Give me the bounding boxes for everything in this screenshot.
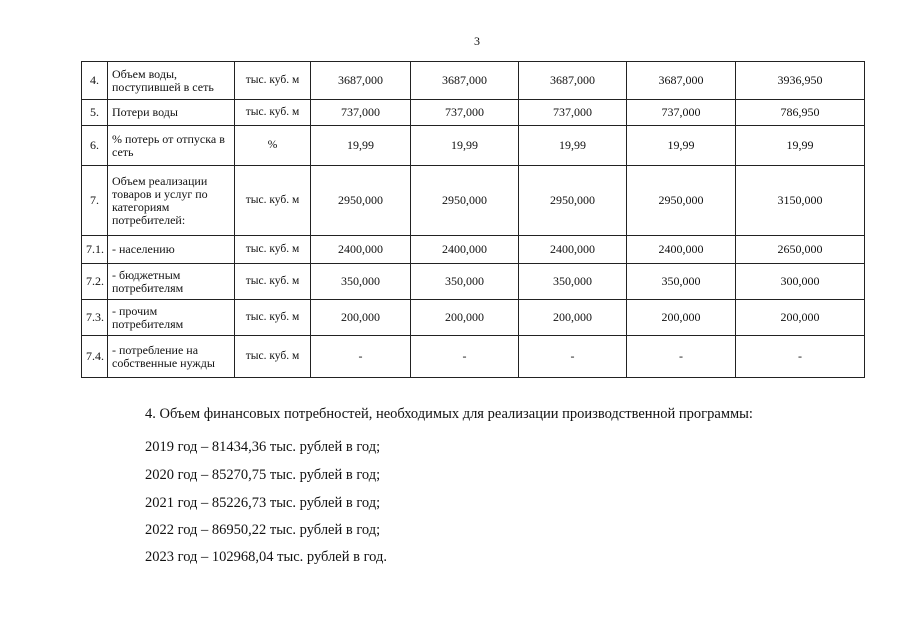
value-cell: 200,000	[519, 300, 627, 336]
row-number-cell: 7.	[82, 166, 108, 236]
value-cell: 2950,000	[311, 166, 411, 236]
unit-cell: тыс. куб. м	[235, 300, 311, 336]
value-cell: 3687,000	[519, 62, 627, 100]
indicator-name-cell: Объем реализации товаров и услуг по категориям потребителей:	[108, 166, 235, 236]
value-cell: 19,99	[519, 126, 627, 166]
value-cell: 2950,000	[519, 166, 627, 236]
indicator-name-cell: - населению	[108, 236, 235, 264]
value-cell: 200,000	[736, 300, 865, 336]
year-line-2022: 2022 год – 86950,22 тыс. рублей в год;	[145, 522, 381, 538]
value-cell: -	[627, 336, 736, 378]
unit-cell: тыс. куб. м	[235, 264, 311, 300]
value-cell: 19,99	[627, 126, 736, 166]
unit-cell: тыс. куб. м	[235, 62, 311, 100]
value-cell: 786,950	[736, 100, 865, 126]
year-line-2021: 2021 год – 85226,73 тыс. рублей в год;	[145, 495, 381, 511]
row-number-cell: 7.1.	[82, 236, 108, 264]
unit-cell: тыс. куб. м	[235, 100, 311, 126]
value-cell: 3150,000	[736, 166, 865, 236]
unit-cell: тыс. куб. м	[235, 336, 311, 378]
value-cell: 19,99	[736, 126, 865, 166]
value-cell: -	[411, 336, 519, 378]
indicator-name-cell: % потерь от отпуска в сеть	[108, 126, 235, 166]
value-cell: 737,000	[311, 100, 411, 126]
value-cell: 19,99	[411, 126, 519, 166]
indicator-name-cell: - прочим потребителям	[108, 300, 235, 336]
value-cell: 3936,950	[736, 62, 865, 100]
row-number-cell: 5.	[82, 100, 108, 126]
unit-cell: %	[235, 126, 311, 166]
value-cell: 3687,000	[627, 62, 736, 100]
value-cell: 200,000	[311, 300, 411, 336]
value-cell: 2650,000	[736, 236, 865, 264]
year-line-2020: 2020 год – 85270,75 тыс. рублей в год;	[145, 467, 381, 483]
value-cell: 3687,000	[311, 62, 411, 100]
value-cell: 3687,000	[411, 62, 519, 100]
value-cell: 737,000	[627, 100, 736, 126]
year-line-2023: 2023 год – 102968,04 тыс. рублей в год.	[145, 549, 388, 565]
unit-cell: тыс. куб. м	[235, 166, 311, 236]
indicator-name-cell: - бюджетным потребителям	[108, 264, 235, 300]
unit-cell: тыс. куб. м	[235, 236, 311, 264]
year-line-2019: 2019 год – 81434,36 тыс. рублей в год;	[145, 439, 381, 455]
value-cell: 737,000	[519, 100, 627, 126]
indicator-name-cell: Потери воды	[108, 100, 235, 126]
value-cell: 200,000	[627, 300, 736, 336]
value-cell: -	[736, 336, 865, 378]
indicator-name-cell: Объем воды, поступившей в сеть	[108, 62, 235, 100]
value-cell: 2950,000	[411, 166, 519, 236]
row-number-cell: 6.	[82, 126, 108, 166]
value-cell: 350,000	[411, 264, 519, 300]
value-cell: 350,000	[627, 264, 736, 300]
row-number-cell: 7.4.	[82, 336, 108, 378]
value-cell: 350,000	[519, 264, 627, 300]
value-cell: 737,000	[411, 100, 519, 126]
section-heading: 4. Объем финансовых потребностей, необходимых для реализации производственной программы:	[145, 406, 753, 422]
value-cell: 19,99	[311, 126, 411, 166]
value-cell: -	[519, 336, 627, 378]
value-cell: 2400,000	[519, 236, 627, 264]
value-cell: 2950,000	[627, 166, 736, 236]
value-cell: 300,000	[736, 264, 865, 300]
value-cell: 2400,000	[627, 236, 736, 264]
row-number-cell: 4.	[82, 62, 108, 100]
value-cell: 2400,000	[411, 236, 519, 264]
value-cell: -	[311, 336, 411, 378]
value-cell: 350,000	[311, 264, 411, 300]
page-number: 3	[474, 34, 480, 48]
value-cell: 2400,000	[311, 236, 411, 264]
indicator-name-cell: - потребление на собственные нужды	[108, 336, 235, 378]
row-number-cell: 7.3.	[82, 300, 108, 336]
row-number-cell: 7.2.	[82, 264, 108, 300]
value-cell: 200,000	[411, 300, 519, 336]
